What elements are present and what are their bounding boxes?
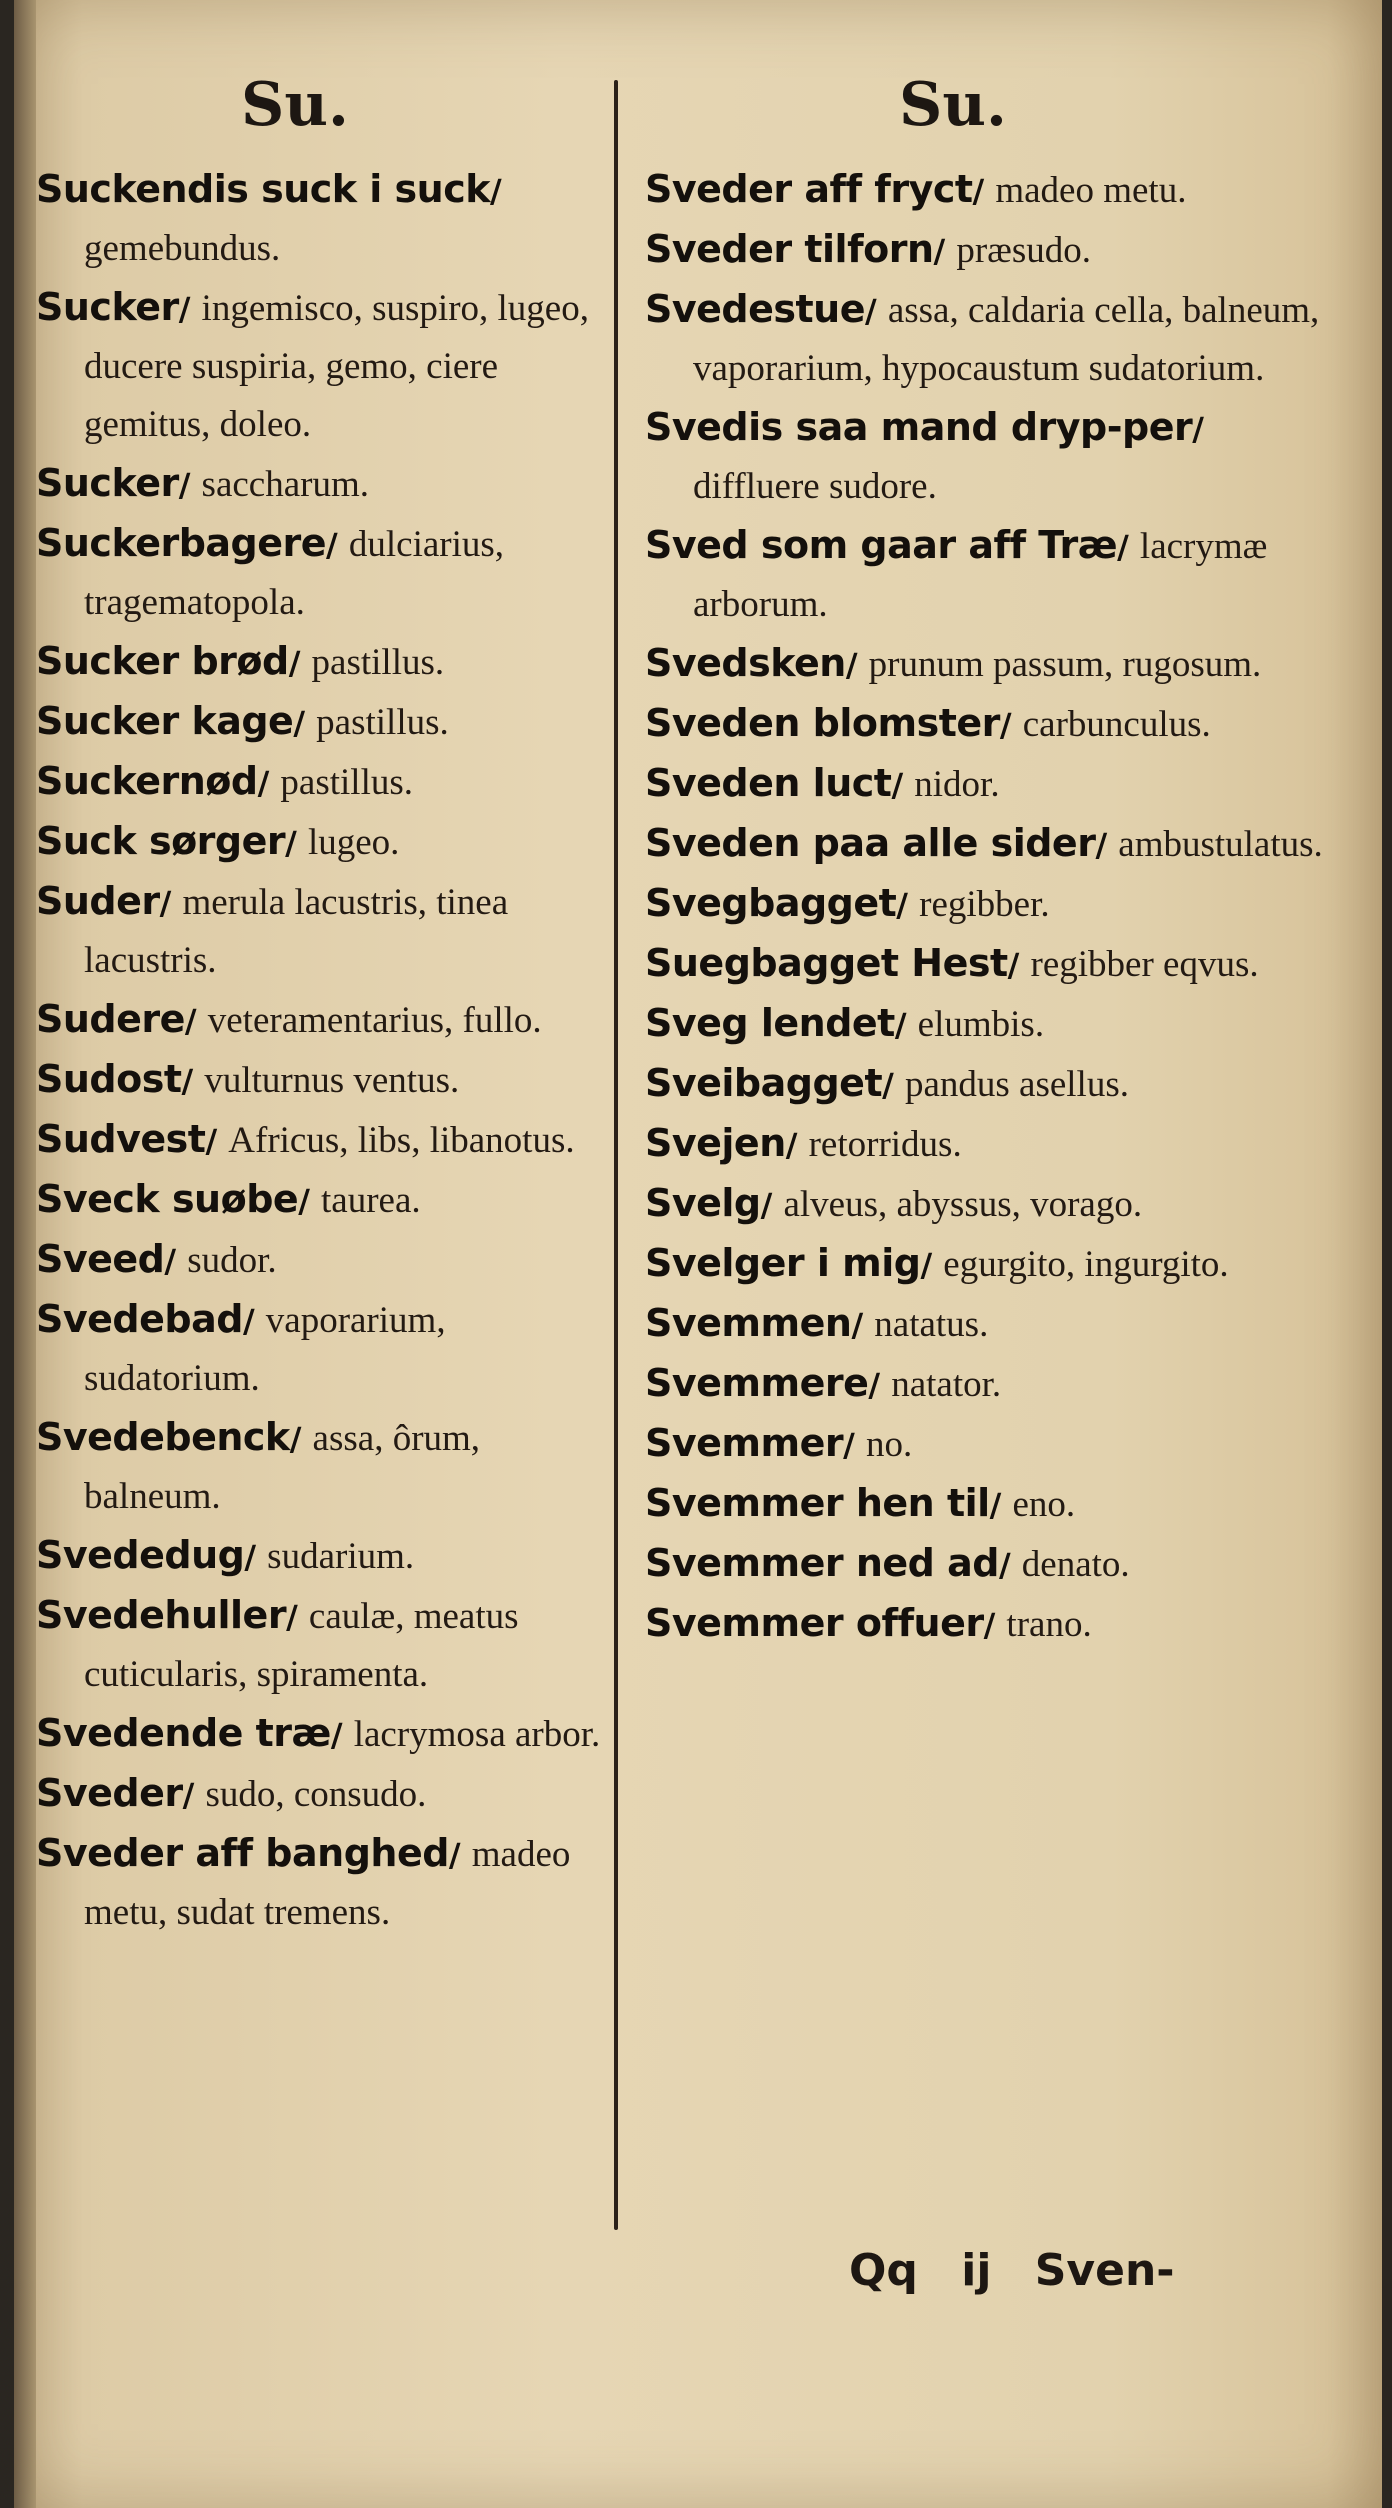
- entry-headword: Sveder aff banghed: [36, 1831, 449, 1875]
- dictionary-entry: [645, 1294, 1339, 1354]
- entry-separator: /: [286, 1598, 309, 1636]
- dictionary-entry: [36, 632, 606, 692]
- dictionary-entry: [36, 514, 606, 632]
- entry-headword: Sveder: [36, 1771, 183, 1815]
- entry-latin-gloss: denato.: [1021, 1544, 1130, 1585]
- dictionary-entry: [36, 1824, 606, 1942]
- entry-headword: Svejen: [645, 1121, 786, 1165]
- dictionary-entry: [36, 812, 606, 872]
- entry-headword: Svedehuller: [36, 1593, 287, 1637]
- dictionary-entry: [645, 1174, 1339, 1234]
- entry-headword: Suck sørger: [36, 819, 286, 863]
- dictionary-entry: [645, 220, 1339, 280]
- entry-headword: Sveck suøbe: [36, 1177, 299, 1221]
- dictionary-entry: [36, 1526, 606, 1586]
- entry-latin-gloss: diffluere sudore.: [693, 466, 937, 507]
- entry-latin-gloss: pandus asellus.: [904, 1064, 1129, 1105]
- entry-headword: Suckendis suck i suck: [36, 167, 491, 211]
- catchword: Sven-: [1034, 2245, 1175, 2296]
- entry-separator: /: [181, 1062, 205, 1100]
- entry-latin-gloss: sudarium.: [267, 1536, 415, 1577]
- entry-headword: Sveder tilforn: [645, 227, 934, 271]
- entry-separator: /: [448, 1836, 472, 1874]
- signature-catchword: [849, 2245, 1203, 2296]
- entry-separator: /: [257, 764, 281, 802]
- entry-separator: /: [785, 1126, 809, 1164]
- entry-latin-gloss: natatus.: [874, 1304, 989, 1345]
- page-binding: [14, 0, 36, 2508]
- dictionary-entry: [645, 398, 1339, 516]
- entry-headword: Svemmer ned ad: [645, 1541, 999, 1585]
- signature-mark: Qq: [849, 2245, 918, 2296]
- entry-latin-gloss: Africus, libs, libanotus.: [228, 1120, 575, 1161]
- entry-separator: /: [843, 1426, 866, 1464]
- entry-separator: /: [983, 1606, 1007, 1644]
- entry-latin-gloss: natator.: [891, 1364, 1002, 1405]
- dictionary-entry: [645, 1534, 1339, 1594]
- entry-headword: Svelger i mig: [645, 1241, 921, 1285]
- entry-latin-gloss: carbunculus.: [1022, 704, 1211, 745]
- entry-latin-gloss: vulturnus ventus.: [204, 1060, 460, 1101]
- entry-separator: /: [330, 1716, 354, 1754]
- dictionary-entry: [645, 160, 1339, 220]
- entry-separator: /: [289, 1420, 313, 1458]
- dictionary-entry: [36, 160, 606, 278]
- entry-headword: Sveg lendet: [645, 1001, 895, 1045]
- entry-separator: /: [894, 1006, 918, 1044]
- entry-separator: /: [845, 646, 869, 684]
- entry-headword: Svegbagget: [645, 881, 897, 925]
- dictionary-entry: [645, 280, 1339, 398]
- entry-latin-gloss: assa, caldaria cella, balneum, vaporarium, hypocaustum sudatorium.: [693, 290, 1320, 389]
- dictionary-entry: [645, 1234, 1339, 1294]
- entry-headword: Sudost: [36, 1057, 182, 1101]
- dictionary-entry: [36, 1704, 606, 1764]
- entry-separator: /: [868, 1366, 892, 1404]
- dictionary-entry: [36, 278, 606, 454]
- entry-separator: /: [178, 290, 202, 328]
- entry-separator: /: [298, 1182, 322, 1220]
- entry-headword: Svelg: [645, 1181, 761, 1225]
- entry-headword: Sucker kage: [36, 699, 294, 743]
- entry-latin-gloss: ingemisco, suspiro, lugeo, ducere suspiria, gemo, ciere gemitus, doleo.: [84, 288, 589, 445]
- dictionary-entry: [36, 1586, 606, 1704]
- entry-separator: /: [288, 644, 312, 682]
- dictionary-entry: [36, 692, 606, 752]
- dictionary-entry: [645, 1474, 1339, 1534]
- right-running-head: Su.: [899, 70, 1007, 140]
- dictionary-entry: [645, 1414, 1339, 1474]
- entry-headword: Sucker: [36, 285, 179, 329]
- dictionary-entry: [36, 1170, 606, 1230]
- entry-latin-gloss: alveus, abyssus, vorago.: [783, 1184, 1143, 1225]
- entry-separator: /: [164, 1242, 188, 1280]
- entry-headword: Sveed: [36, 1237, 165, 1281]
- dictionary-entry: [36, 1050, 606, 1110]
- entry-separator: /: [159, 884, 183, 922]
- entry-headword: Svedebad: [36, 1297, 243, 1341]
- entry-latin-gloss: assa, ôrum, balneum.: [84, 1418, 481, 1517]
- entry-headword: Svedestue: [645, 287, 865, 331]
- entry-headword: Suckerbagere: [36, 521, 327, 565]
- dictionary-entry: [36, 1408, 606, 1526]
- dictionary-entry: [645, 694, 1339, 754]
- dictionary-entry: [645, 516, 1339, 634]
- dictionary-entry: [645, 874, 1339, 934]
- entry-separator: /: [242, 1302, 266, 1340]
- entry-headword: Sveder aff fryct: [645, 167, 973, 211]
- entry-headword: Svemmere: [645, 1361, 869, 1405]
- entry-latin-gloss: elumbis.: [917, 1004, 1045, 1045]
- entry-latin-gloss: pastillus.: [280, 762, 413, 803]
- column-divider: [614, 80, 618, 2230]
- entry-latin-gloss: præsudo.: [956, 230, 1091, 271]
- entry-separator: /: [933, 232, 957, 270]
- signature-number: ij: [961, 2245, 992, 2296]
- dictionary-entry: [645, 934, 1339, 994]
- entry-latin-gloss: egurgito, ingurgito.: [943, 1244, 1229, 1285]
- entry-headword: Svemmer offuer: [645, 1601, 984, 1645]
- entry-latin-gloss: lacrymæ arborum.: [693, 526, 1268, 625]
- dictionary-entry: [645, 634, 1339, 694]
- entry-headword: Svededug: [36, 1533, 245, 1577]
- entry-latin-gloss: lugeo.: [307, 822, 400, 863]
- entry-headword: Svemmen: [645, 1301, 852, 1345]
- entry-separator: /: [972, 172, 996, 210]
- entry-latin-gloss: madeo metu.: [995, 170, 1187, 211]
- entry-separator: /: [285, 824, 308, 862]
- entry-separator: /: [182, 1776, 206, 1814]
- entry-latin-gloss: trano.: [1006, 1604, 1092, 1645]
- entry-latin-gloss: caulæ, meatus cuticularis, spiramenta.: [84, 1596, 519, 1695]
- entry-latin-gloss: no.: [865, 1424, 913, 1465]
- entry-separator: /: [184, 1002, 208, 1040]
- entry-separator: /: [490, 172, 502, 210]
- entry-separator: /: [989, 1486, 1013, 1524]
- dictionary-entry: [36, 1230, 606, 1290]
- entry-latin-gloss: pastillus.: [316, 702, 449, 743]
- entry-headword: Svedis saa mand dryp-per: [645, 405, 1193, 449]
- entry-separator: /: [891, 766, 915, 804]
- dictionary-entry: [645, 814, 1339, 874]
- entry-separator: /: [205, 1122, 229, 1160]
- entry-headword: Sveibagget: [645, 1061, 883, 1105]
- book-page: [14, 0, 1382, 2508]
- entry-latin-gloss: sudor.: [187, 1240, 277, 1281]
- entry-latin-gloss: eno.: [1012, 1484, 1076, 1525]
- entry-latin-gloss: taurea.: [321, 1180, 421, 1221]
- entry-separator: /: [326, 526, 349, 564]
- entry-latin-gloss: ambustulatus.: [1118, 824, 1323, 865]
- entry-headword: Sudere: [36, 997, 185, 1041]
- entry-headword: Sudvest: [36, 1117, 206, 1161]
- dictionary-entry: [645, 754, 1339, 814]
- entry-headword: Sucker: [36, 461, 179, 505]
- entry-headword: Svedsken: [645, 641, 846, 685]
- entry-headword: Suckernød: [36, 759, 258, 803]
- entry-latin-gloss: vaporarium, sudatorium.: [84, 1300, 446, 1399]
- entry-latin-gloss: nidor.: [914, 764, 1000, 805]
- entry-latin-gloss: dulciarius, tragematopola.: [84, 524, 505, 623]
- entry-separator: /: [1095, 826, 1119, 864]
- entry-separator: /: [865, 292, 888, 330]
- entry-latin-gloss: veteramentarius, fullo.: [207, 1000, 542, 1041]
- entry-headword: Suder: [36, 879, 160, 923]
- dictionary-entry: [645, 994, 1339, 1054]
- dictionary-entry: [36, 1764, 606, 1824]
- dictionary-entry: [645, 1354, 1339, 1414]
- entry-latin-gloss: regibber eqvus.: [1030, 944, 1259, 985]
- dictionary-entry: [36, 872, 606, 990]
- entry-latin-gloss: saccharum.: [201, 464, 369, 505]
- entry-latin-gloss: lacrymosa arbor.: [353, 1714, 601, 1755]
- dictionary-entry: [645, 1594, 1339, 1654]
- entry-separator: /: [851, 1306, 875, 1344]
- entry-latin-gloss: prunum passum, rugosum.: [868, 644, 1262, 685]
- entry-latin-gloss: gemebundus.: [84, 228, 281, 269]
- entry-latin-gloss: sudo, consudo.: [205, 1774, 427, 1815]
- dictionary-entry: [36, 752, 606, 812]
- dictionary-entry: [36, 1110, 606, 1170]
- entry-separator: /: [1007, 946, 1031, 984]
- dictionary-entry: [36, 990, 606, 1050]
- entry-headword: Sucker brød: [36, 639, 289, 683]
- entry-separator: /: [920, 1246, 944, 1284]
- entry-separator: /: [1117, 528, 1140, 566]
- entry-latin-gloss: madeo metu, sudat tremens.: [84, 1834, 571, 1933]
- entry-separator: /: [896, 886, 920, 924]
- entry-headword: Sveden luct: [645, 761, 892, 805]
- dictionary-entry: [36, 454, 606, 514]
- entry-headword: Sved som gaar aff Træ: [645, 523, 1118, 567]
- entry-latin-gloss: retorridus.: [808, 1124, 962, 1165]
- left-running-head: Su.: [241, 70, 349, 140]
- entry-headword: Suegbagget Hest: [645, 941, 1008, 985]
- entry-separator: /: [1192, 410, 1204, 448]
- left-entry-list: [36, 160, 606, 1942]
- entry-separator: /: [760, 1186, 784, 1224]
- dictionary-entry: [645, 1054, 1339, 1114]
- entry-headword: Svemmer: [645, 1421, 844, 1465]
- entry-latin-gloss: regibber.: [919, 884, 1050, 925]
- entry-headword: Svemmer hen til: [645, 1481, 990, 1525]
- entry-headword: Svedebenck: [36, 1415, 290, 1459]
- entry-separator: /: [293, 704, 317, 742]
- dictionary-entry: [36, 1290, 606, 1408]
- entry-separator: /: [178, 466, 202, 504]
- entry-latin-gloss: merula lacustris, tinea lacustris.: [84, 882, 509, 981]
- right-entry-list: [645, 160, 1339, 1654]
- entry-headword: Sveden paa alle sider: [645, 821, 1096, 865]
- entry-separator: /: [998, 1546, 1022, 1584]
- entry-separator: /: [244, 1538, 268, 1576]
- dictionary-entry: [645, 1114, 1339, 1174]
- entry-headword: Svedende træ: [36, 1711, 331, 1755]
- entry-latin-gloss: pastillus.: [311, 642, 445, 683]
- entry-separator: /: [882, 1066, 905, 1104]
- entry-separator: /: [999, 706, 1023, 744]
- entry-headword: Sveden blomster: [645, 701, 1000, 745]
